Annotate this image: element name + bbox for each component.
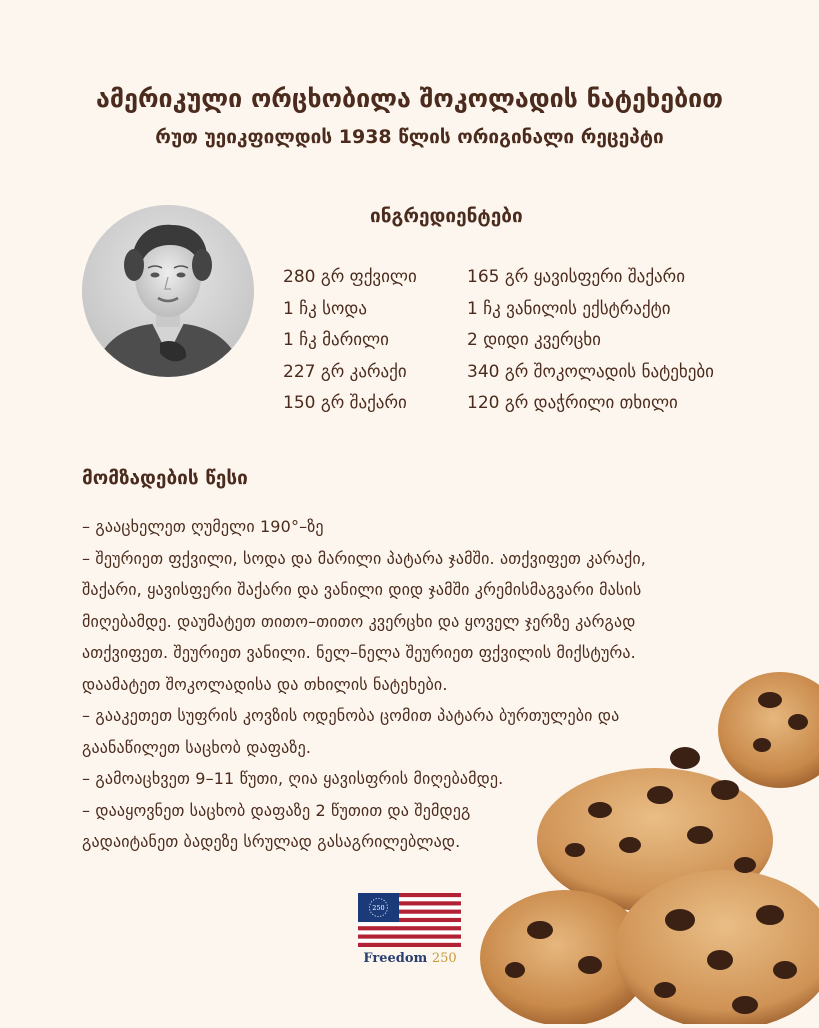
ingredients-list-left xyxy=(283,262,417,420)
ingredient-item: 1 ჩკ ვანილის ექსტრაქტი xyxy=(467,298,671,319)
logo-word: Freedom xyxy=(363,951,428,966)
recipe-subtitle: რუთ უეიკფილდის 1938 წლის ორიგინალი რეცეპტი xyxy=(155,126,664,148)
ingredient-item: 280 გრ ფქვილი xyxy=(283,267,417,287)
us-flag-logo xyxy=(358,893,461,947)
method-line: შაქარი, ყავისფერი შაქარი და ვანილი დიდ ჯამში კრემისმაგვარი მასის xyxy=(82,580,642,599)
ingredient-item: 1 ჩკ მარილი xyxy=(283,330,389,350)
method-line: ათქვიფეთ. შეურიეთ ვანილი. ნელ–ნელა შეურიეთ ფქვილის მიქსტურა. xyxy=(82,643,636,662)
method-line: გაანაწილეთ საცხობ დაფაზე. xyxy=(82,737,312,757)
ingredient-item: 1 ჩკ სოდა xyxy=(283,298,367,319)
method-line: დაამატეთ შოკოლადისა და თხილის ნატეხები. xyxy=(82,674,448,694)
cookies-image xyxy=(480,660,819,1024)
flag-stars-number: 250 xyxy=(372,904,385,912)
ingredients-heading: ინგრედიენტები xyxy=(370,205,523,227)
method-line: გადაიტანეთ ბადეზე სრულად გასაგრილებლად. xyxy=(82,832,461,851)
portrait-photo xyxy=(82,205,254,377)
method-line: – შეურიეთ ფქვილი, სოდა და მარილი პატარა ჯამში. ათქვიფეთ კარაქი, xyxy=(82,548,646,568)
method-line: – გააკეთეთ სუფრის კოვზის ოდენობა ცომით პატარა ბურთულები და xyxy=(82,706,620,725)
freedom-250-logo-text xyxy=(358,951,462,966)
ingredient-item: 120 გრ დაჭრილი თხილი xyxy=(467,393,678,413)
recipe-title: ამერიკული ორცხობილა შოკოლადის ნატეხებით xyxy=(96,84,723,113)
ingredients-list-right xyxy=(467,262,714,420)
ingredient-item: 340 გრ შოკოლადის ნატეხები xyxy=(467,361,714,382)
logo-number: 250 xyxy=(431,951,457,966)
ingredient-item: 227 გრ კარაქი xyxy=(283,361,407,382)
ingredient-item: 150 გრ შაქარი xyxy=(283,393,407,413)
ingredient-item: 2 დიდი კვერცხი xyxy=(467,330,601,350)
method-line: – დააყოვნეთ საცხობ დაფაზე 2 წუთით და შემდეგ xyxy=(82,800,471,820)
method-line: – გამოაცხვეთ 9–11 წუთი, ღია ყავისფრის მიღებამდე. xyxy=(82,769,504,788)
method-heading: მომზადების წესი xyxy=(82,467,248,489)
method-line: – გააცხელეთ ღუმელი 190°–ზე xyxy=(82,517,324,536)
ingredient-item: 165 გრ ყავისფერი შაქარი xyxy=(467,267,685,287)
method-line: მიღებამდე. დაუმატეთ თითო–თითო კვერცხი და ყოველ ჯერზე კარგად xyxy=(82,611,636,631)
